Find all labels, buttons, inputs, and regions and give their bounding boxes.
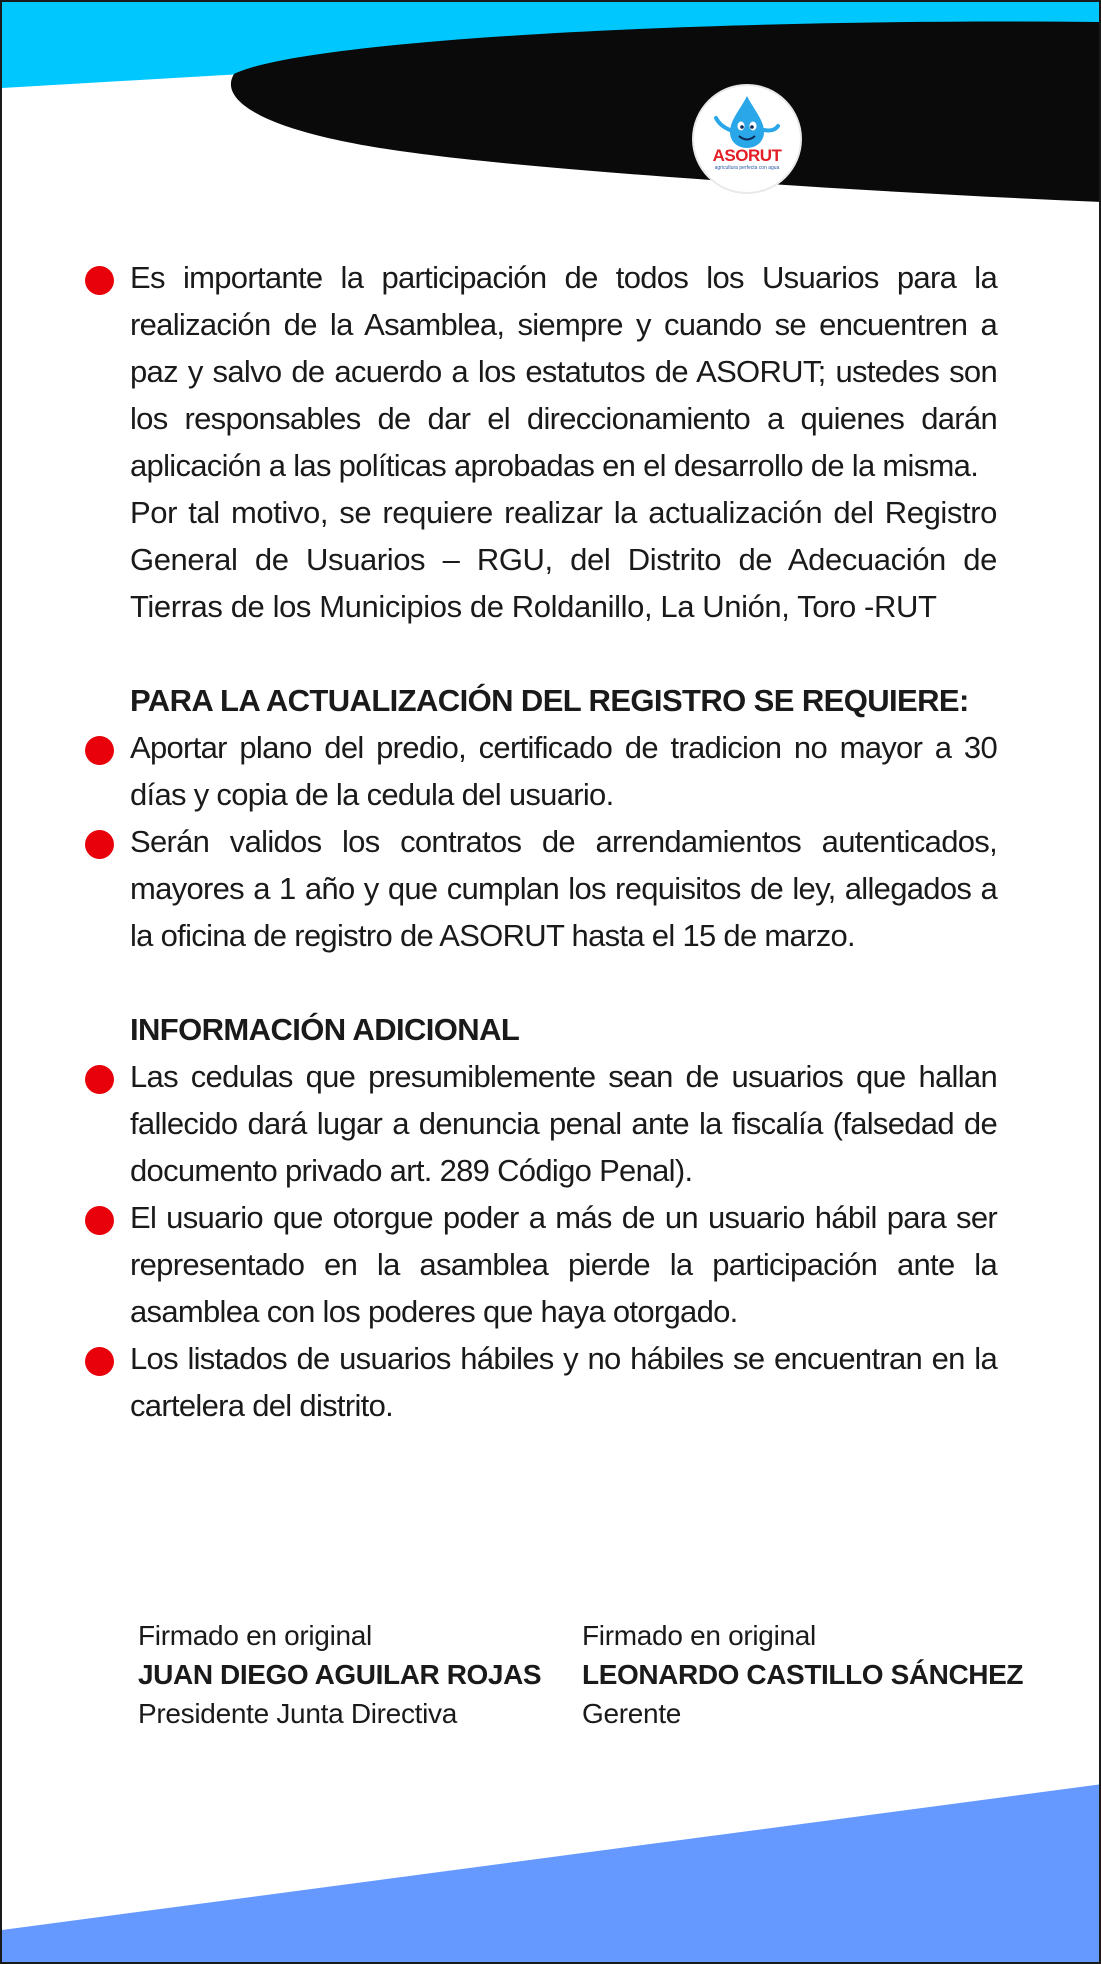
additional-heading-row: [82, 1006, 997, 1053]
logo-wordmark: ASORUT: [712, 146, 782, 165]
asorut-logo: [694, 86, 800, 192]
signature-block-manager: [582, 1616, 1023, 1733]
intro-paragraph-2-row: [82, 489, 997, 630]
signatory-name: JUAN DIEGO AGUILAR ROJAS: [138, 1659, 542, 1690]
intro-paragraph-1: Es importante la participación de todos los Usuarios para la realización de la Asamblea, siempre y cuando se encuentren a paz y salvo de acuerdo a los estatutos de ASORUT; ustedes son los responsables de dar el direccionamiento a quienes darán aplicación a las políticas aprobadas en el desarrollo de la misma.: [130, 260, 997, 483]
requirements-heading-row: [82, 677, 997, 724]
signatory-role: Presidente Junta Directiva: [138, 1698, 458, 1729]
additional-heading: INFORMACIÓN ADICIONAL: [130, 1012, 520, 1047]
blue-bottom-band: [2, 1784, 1101, 1964]
notice-body: [82, 254, 997, 1429]
signatory-role: Gerente: [582, 1698, 682, 1729]
bullet-icon: [85, 266, 114, 295]
additional-text: Los listados de usuarios hábiles y no hábiles se encuentran en la cartelera del distrito.: [130, 1341, 997, 1423]
bullet-icon: [85, 736, 114, 765]
water-drop-mascot-icon: [694, 86, 800, 192]
logo-tagline: agricultura perfecta con agua: [714, 165, 780, 171]
bullet-icon: [85, 1206, 114, 1235]
signature-note: Firmado en original: [582, 1620, 816, 1651]
list-item: [82, 1194, 997, 1335]
bullet-icon: [85, 1347, 114, 1376]
requirement-text: Serán validos los contratos de arrendamientos autenticados, mayores a 1 año y que cumplan los requisitos de ley, allegados a la oficina de registro de ASORUT hasta el 15 de marzo.: [130, 824, 997, 953]
additional-text: El usuario que otorgue poder a más de un usuario hábil para ser representado en la asamblea pierde la participación ante la asamblea con los poderes que haya otorgado.: [130, 1200, 997, 1329]
list-item: [82, 818, 997, 959]
list-item: [82, 1053, 997, 1194]
list-item: [82, 1335, 997, 1429]
requirement-text: Aportar plano del predio, certificado de tradicion no mayor a 30 días y copia de la cedula del usuario.: [130, 730, 997, 812]
bullet-icon: [85, 830, 114, 859]
signature-block-president: [138, 1616, 541, 1733]
signature-note: Firmado en original: [138, 1620, 372, 1651]
requirements-heading: PARA LA ACTUALIZACIÓN DEL REGISTRO SE REQUIERE:: [130, 683, 969, 718]
signatory-name: LEONARDO CASTILLO SÁNCHEZ: [582, 1659, 1024, 1690]
additional-text: Las cedulas que presumiblemente sean de usuarios que hallan fallecido dará lugar a denuncia penal ante la fiscalía (falsedad de documento privado art. 289 Código Penal).: [130, 1059, 997, 1188]
spacer: [82, 630, 997, 677]
intro-item: [82, 254, 997, 489]
intro-paragraph-2: Por tal motivo, se requiere realizar la actualización del Registro General de Usuarios – RGU, del Distrito de Adecuación de Tierras de los Municipios de Roldanillo, La Unión, Toro -RUT: [130, 495, 997, 624]
spacer: [82, 959, 997, 1006]
bullet-icon: [85, 1065, 114, 1094]
list-item: [82, 724, 997, 818]
